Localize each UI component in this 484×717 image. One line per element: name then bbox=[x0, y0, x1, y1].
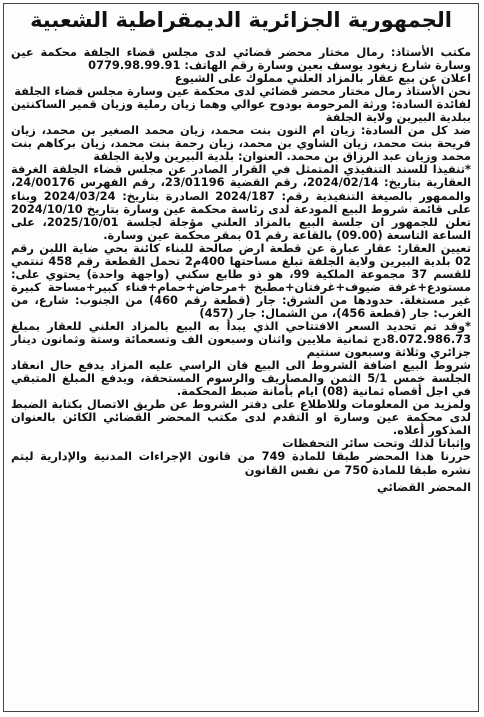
announcement-body bbox=[11, 46, 471, 705]
office-address-paragraph: مكتب الأستاذ: رمال مختار محضر قضائي لدى مجلس قضاء الجلفة محكمة عين وسارة شارع زيغود يوسف بعين وسارة رقم الهاتف: 0779.98.99.91 bbox=[11, 45, 471, 73]
execution-order-paragraph: *تنفيذا للسند التنفيذي المتمثل في القرار الصادر عن مجلس قضاء الجلفة الغرفة العقارية بتاريخ: 2024/02/14، رقم القضية 23/01196، رقم الفهرس 24/00176، والممهور بالصيغة التنفيذية رقم: 2024/187 الصادرة بتاريخ: 2024/03/24 وبناء على قائمة شروط البيع المودعة لدى رئاسة محكمة عين وسارة بتاريخ 2024/10/10 تعلن للجمهور ان جلسة البيع بالمزاد العلني مؤجلة لجلسة 2025/10/01، على الساعة التاسعة (09.00) بالقاعة رقم 01 بمقر محكمة عين وسارة. bbox=[11, 162, 472, 242]
reservations-paragraph: وإثباتا لذلك وتحت سائر التحفظات bbox=[282, 436, 471, 451]
property-description-paragraph: تعيين العقار: عقار عبارة عن قطعة ارض صالحة للبناء كائنة بحي ضاية اللبن رقم 02 بلدية البيرين ولاية الجلفة تبلغ مساحتها 400م2 تحمل القطعة رقم 458 تنتمي للقسم 37 مجموعة الملكية 99، هو ذو طابع سكني (واجهة واحدة) يحتوي على: مستودع+غرفة ضيوف+غرفتان+مطبخ +مرحاض+حمام+فناء كبير+مساحة كبيرة غير مستغلة. حدودها من الشرق: جار (قطعة رقم 460) من الجنوب: شارع، من الغرب: جار (قطعة 456)، من الشمال: جار (457) bbox=[11, 240, 472, 320]
opening-price-paragraph: *وقد تم تحديد السعر الافتتاحي الذي يبدأ به البيع بالمزاد العلني للعقار بمبلغ 8.072.986.73دج ثمانية ملايين واثنان وسبعون الف وتسعمائة وستة وثمانون دينار جزائري وثلاثة وسبعون سنتيم bbox=[11, 318, 471, 360]
sale-conditions-paragraph: شروط البيع اضافة الشروط الى البيع فان الراسي عليه المزاد يدفع حال انعقاد الجلسة خمس 5/1 الثمن والمصاريف والرسوم المستحقة، ويدفع المبلغ المتبقي في اجل أقصاه ثمانية (08) ايام بأمانة ضبط المحكمة. bbox=[11, 358, 471, 399]
defendants-paragraph: ضد كل من السادة: زيان ام النون بنت محمد، زيان محمد الصغير بن محمد، زيان فريحة بنت محمد، زيان الشاوي بن محمد، زيان رحمة بنت محمد، زيان بركاهم بنت محمد وزيان عبد الرزاق بن محمد. العنوان: بلدية البيرين ولاية الجلفة bbox=[11, 123, 471, 164]
more-info-paragraph: ولمزيد من المعلومات وللاطلاع على دفتر الشروط عن طريق الاتصال بكتابة الضبط لدى محكمة عين وسارة او التقدم لدى مكتب المحضر القضائي الكائن بالعنوان المذكور أعلاه. bbox=[11, 397, 471, 438]
bailiff-statement: نحن الأستاذ رمال مختار محضر قضائي لدى محكمة عين وسارة مجلس قضاء الجلفة bbox=[14, 84, 471, 99]
signature-line: المحضر القضائي bbox=[377, 479, 471, 494]
legal-basis-paragraph: حررنا هذا المحضر طبقا للمادة 749 من قانون الإجراءات المدنية والإدارية ليتم نشره طبقا للمادة 750 من نفس القانون bbox=[11, 449, 471, 477]
document-heading: الجمهورية الجزائرية الديمقراطية الشعبية bbox=[30, 8, 452, 32]
beneficiaries-paragraph: لفائدة السادة: ورثة المرحومة بودوح عوالي وهما زيان رملية وزيان قمير الساكنتين ببلدية البيرين ولاية الجلفة bbox=[11, 97, 471, 125]
announcement-frame bbox=[3, 3, 479, 712]
sale-announcement-title: اعلان عن بيع عقار بالمزاد العلني مملوك على الشيوع bbox=[174, 71, 471, 86]
